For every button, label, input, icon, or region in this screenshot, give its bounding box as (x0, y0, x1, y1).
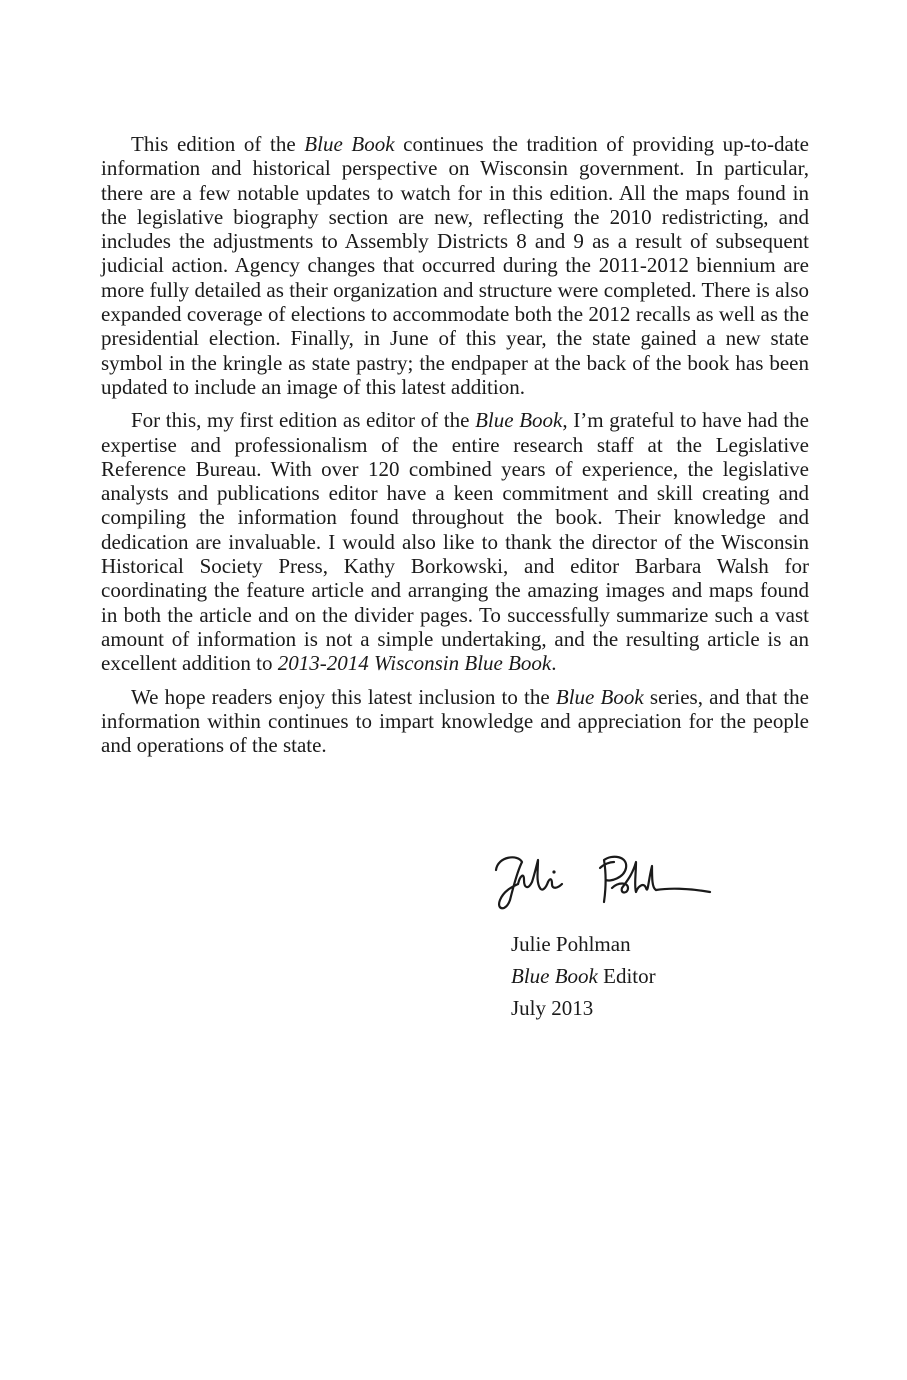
publication-title: Blue Book (475, 408, 563, 433)
text-run: continues the tradition of providing up-to-date information and historical perspective on Wisconsin government. In particular, there are a few notable updates to watch for in this edition. All the maps found in the legislative biography section are new, reflecting the 2010 redistricting, and includes the adjustments to Assembly Districts 8 and 9 as a result of subsequent judicial action. Agency changes that occurred during the 2011-2012 biennium are more fully detailed as their organization and structure were completed. There is also expanded coverage of elections to accommodate both the 2012 recalls as well as the presidential election. Finally, in June of this year, the state gained a new state symbol in the kringle as state pastry; the endpaper at the back of the book has been updated to include an image of this latest addition. (101, 132, 809, 399)
handwritten-signature (488, 848, 718, 918)
text-run: This edition of the (131, 132, 305, 156)
publication-title: Blue Book (511, 964, 598, 988)
signer-title (511, 960, 656, 992)
signer-name: Julie Pohlman (511, 932, 631, 956)
text-run: series, and that the information within continues to impart knowledge and appreciation for the people and operations of the state. (101, 684, 809, 758)
publication-title: 2013-2014 Wisconsin Blue Book (277, 651, 552, 676)
signoff-date: July 2013 (511, 996, 594, 1020)
text-run: , I’m grateful to have had the expertise and professionalism of the entire research staff at the Legislative Reference Bureau. With over 120 combined years of experience, the legislative analysts and publications editor have a keen commitment and skill creating and compiling the information found throughout the book. Their knowledge and dedication are invaluable. I would also like to thank the director of the Wisconsin Historical Society Press, Kathy Borkowski, and editor Barbara Walsh for coordinating the feature article and arranging the amazing images and maps found in both the article and on the divider pages. To successfully summarize such a vast amount of information is not a simple undertaking, and the resulting article is an excellent addition to (101, 408, 810, 676)
publication-title: Blue Book (555, 684, 644, 709)
paragraph-2 (101, 408, 809, 675)
publication-title: Blue Book (304, 132, 395, 156)
signoff-block (511, 928, 656, 1024)
paragraph-3 (101, 685, 809, 758)
letter-body (101, 132, 809, 766)
text-run: For this, my first edition as editor of the (131, 408, 476, 433)
title-suffix: Editor (597, 964, 656, 988)
paragraph-1 (101, 132, 809, 399)
text-run: We hope readers enjoy this latest inclusion to the (131, 684, 556, 709)
text-run: . (551, 651, 557, 676)
